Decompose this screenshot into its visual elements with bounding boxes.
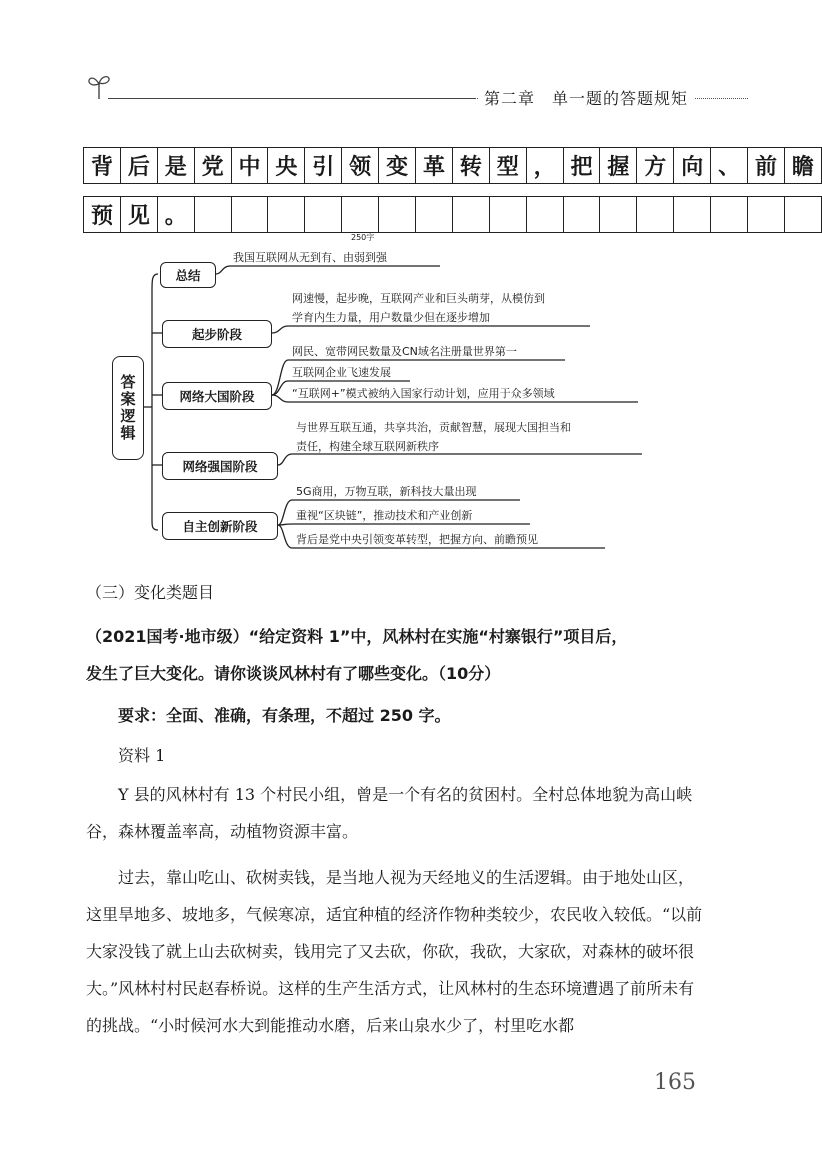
grid-row-1-cell: 革 xyxy=(416,147,453,184)
grid-row-1-cell: 转 xyxy=(453,147,490,184)
grid-row-1-cell: 方 xyxy=(637,147,674,184)
grid-row-1-cell: 、 xyxy=(711,147,748,184)
grid-row-1-cell: 向 xyxy=(674,147,711,184)
material-paragraph-2: 过去，靠山吃山、砍树卖钱，是当地人视为天经地义的生活逻辑。由于地处山区，这里旱地多、坡地多，气候寒凉，适宜种植的经济作物种类较少，农民收入较低。“以前大家没钱了就上山去砍树卖，钱用完了又去砍，你砍，我砍，大家砍，对森林的破坏很大。”风林村村民赵春桥说。这样的生产生活方式，让风林村的生态环境遭遇了前所未有的挑战。“小时候河水大到能推动水磨，后来山泉水少了，村里吃水都 xyxy=(86,868,703,1035)
page-number: 165 xyxy=(654,1070,696,1095)
leaf-strong-2: 责任，构建全球互联网新秩序 xyxy=(296,440,439,453)
node-start-stage: 起步阶段 xyxy=(162,320,272,348)
node-big-network-stage: 网络大国阶段 xyxy=(162,382,272,410)
leaf-innovation-3: 背后是党中央引领变革转型，把握方向、前瞻预见 xyxy=(296,533,538,546)
grid-row-1-cell: 领 xyxy=(342,147,379,184)
leaf-strong-1: 与世界互联互通，共享共治，贡献智慧，展现大国担当和 xyxy=(296,421,571,434)
material-paragraph-1: Y 县的风林村有 13 个村民小组，曾是一个有名的贫困村。全村总体地貌为高山峡谷，森林覆盖率高，动植物资源丰富。 xyxy=(86,785,693,841)
grid-row-1-cell: 瞻 xyxy=(785,147,822,184)
grid-row-2-cell: 。 xyxy=(158,196,195,233)
grid-row-1-cell: 引 xyxy=(305,147,342,184)
leaf-big-1: 网民、宽带网民数量及CN域名注册量世界第一 xyxy=(292,345,517,358)
chapter-title: 第二章 单一题的答题规矩 xyxy=(478,86,694,109)
grid-row-1-cell: 背 xyxy=(84,147,121,184)
leaf-big-2: 互联网企业飞速发展 xyxy=(292,366,391,379)
grid-row-1-cell: 前 xyxy=(748,147,785,184)
grid-row-1-cell: 是 xyxy=(158,147,195,184)
material-title: 资料 1 xyxy=(118,746,166,765)
node-summary: 总结 xyxy=(160,262,216,288)
word-count-label: 250字 xyxy=(351,233,375,242)
grid-row-2-cell: 预 xyxy=(84,196,121,233)
grid-row-1-cell: 党 xyxy=(195,147,232,184)
grid-row-1-cell: 把 xyxy=(564,147,601,184)
grid-row-1-cell: 央 xyxy=(268,147,305,184)
leaf-big-3: “互联网+”模式被纳入国家行动计划，应用于众多领域 xyxy=(292,387,555,400)
leaf-innovation-2: 重视“区块链”，推动技术和产业创新 xyxy=(296,509,473,522)
grid-row-2-cell: 见 xyxy=(121,196,158,233)
grid-row-1-cell: 中 xyxy=(232,147,269,184)
grid-row-1-cell: 握 xyxy=(600,147,637,184)
question-line-1: （2021国考·地市级）“给定资料 1”中，风林村在实施“村寨银行”项目后， xyxy=(86,627,628,646)
section-title: （三）变化类题目 xyxy=(86,583,215,602)
grid-row-1-cell: 后 xyxy=(121,147,158,184)
leaf-innovation-1: 5G商用，万物互联，新科技大量出现 xyxy=(296,485,477,498)
grid-row-1-cell: 变 xyxy=(379,147,416,184)
question-line-2: 发生了巨大变化。请你谈谈风林村有了哪些变化。（10分） xyxy=(86,664,501,683)
node-strong-network-stage: 网络强国阶段 xyxy=(162,452,278,480)
leaf-summary-1: 我国互联网从无到有、由弱到强 xyxy=(233,251,387,264)
grid-row-1-cell: ， xyxy=(527,147,564,184)
grid-row-1-cell: 型 xyxy=(490,147,527,184)
leaf-start-2: 学育内生力量，用户数量少但在逐步增加 xyxy=(292,311,490,324)
leaf-start-1: 网速慢，起步晚，互联网产业和巨头萌芽，从模仿到 xyxy=(292,292,545,305)
question-requirement: 要求：全面、准确，有条理，不超过 250 字。 xyxy=(118,706,451,725)
node-innovation-stage: 自主创新阶段 xyxy=(162,512,278,540)
answer-logic-label: 答案逻辑 xyxy=(112,356,144,460)
